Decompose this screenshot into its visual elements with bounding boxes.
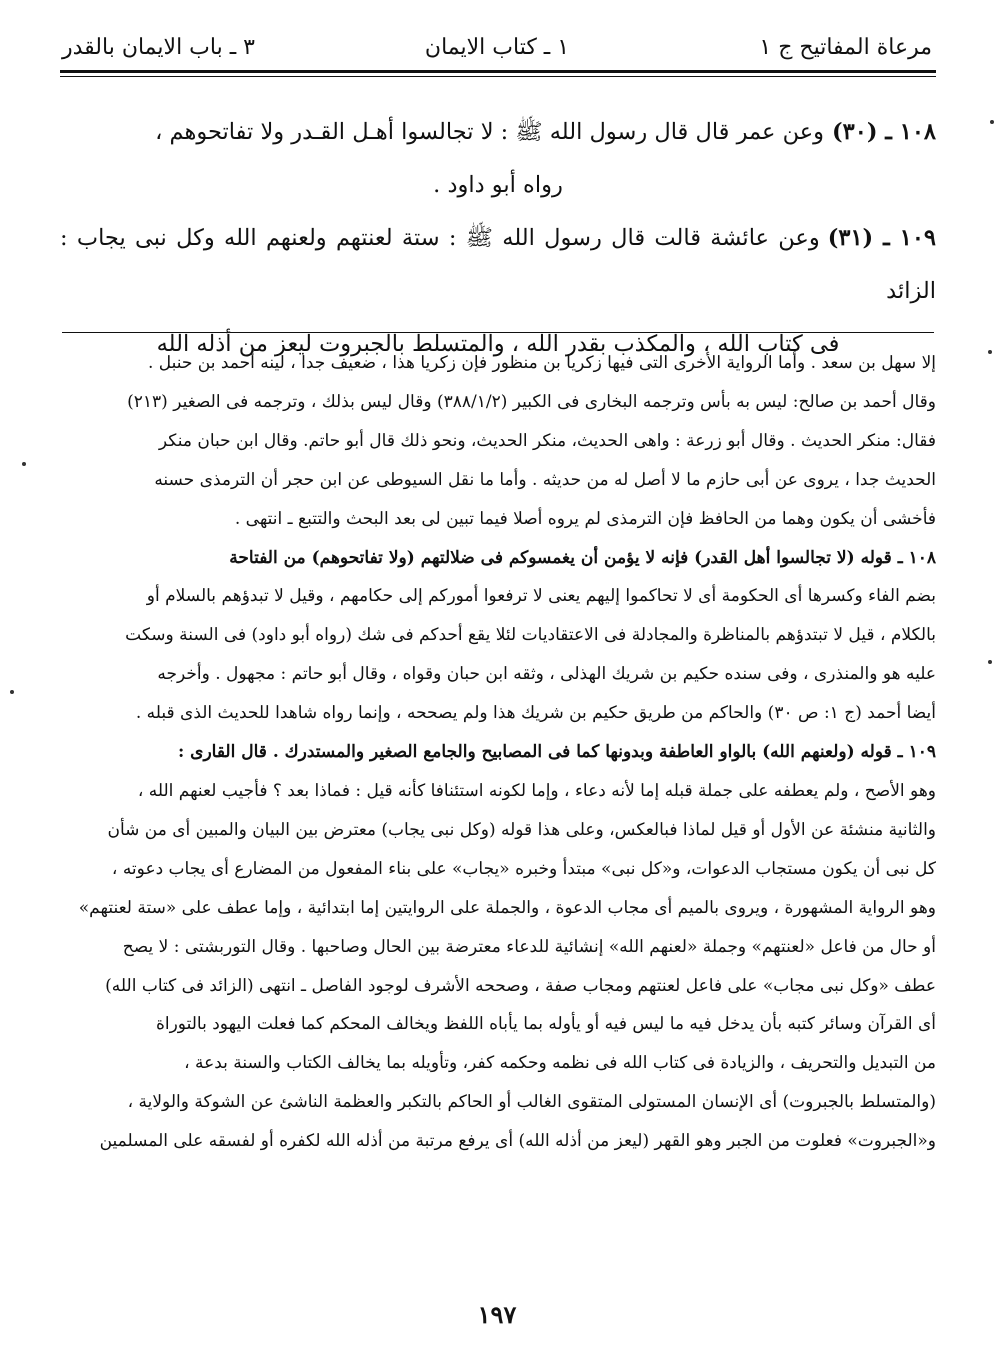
commentary-line: و«الجبروت» فعلوت من الجبر وهو القهر (ليعز من أذله الله) أى يرفع مرتبة من أذله الله لكفره أو لفسقه على المسلمين bbox=[99, 1131, 936, 1152]
scan-speck bbox=[988, 350, 992, 354]
header-chapter: ١ ـ كتاب الايمان bbox=[424, 35, 570, 60]
commentary-line: بالكلام ، قيل لا تبتدؤهم بالمناظرة والمجادلة فى الاعتقاديات لئلا يقع أحدكم فى شك (رواه أبو داود) فى السنة وسكت bbox=[125, 625, 936, 646]
commentary-line: من التبديل والتحريف ، والزيادة فى كتاب الله فى نظمه وحكمه كفر، وتأويله بما يخالف الكتاب والسنة بدعة ، bbox=[184, 1053, 936, 1074]
commentary-line: أى القرآن وسائر كتبه بأن يدخل فيه ما ليس فيه أو يأوله بما يأباه اللفظ ويخالف المحكم كما فعلت اليهود بالتوراة bbox=[155, 1014, 936, 1035]
header-book-title: مرعاة المفاتيح ج ١ bbox=[759, 35, 932, 60]
commentary-line: وهو الرواية المشهورة ، ويروى بالميم أى مجاب الدعوة ، والجملة على الروايتين إما ابتدائية ، وإما عطف على «ستة لعنتهم» bbox=[78, 897, 936, 918]
commentary-line: الحديث جدا ، يروى عن أبى حازم ما لا أصل له من حديثه . وأما ما نقل السيوطى عن ابن حجر أن الترمذى حسنه bbox=[154, 469, 936, 490]
hadith-text: وعن عائشة قالت قال رسول الله ﷺ : ستة لعنتهم ولعنهم الله وكل نبى يجاب : الزائد bbox=[60, 225, 936, 304]
commentary-line: بضم الفاء وكسرها أى الحكومة أى لا تحاكموا إليهم يعنى لا ترفعوا أموركم إلى حكامهم ، وقيل لا تبدؤهم بالسلام أو bbox=[146, 586, 936, 607]
running-header bbox=[62, 30, 932, 66]
commentary-line: إلا سهل بن سعد . وأما الرواية الأخرى التى فيها زكريا بن منظور فإن زكريا هذا ، ضعيف جدا ، لينه أحمد بن حنبل . bbox=[147, 353, 936, 373]
commentary-line: عليه هو والمنذرى ، وفى سنده حكيم بن شريك الهذلى ، وثقه ابن حبان وقواه ، وقال أبو حاتم : مجهول . وأخرجه bbox=[157, 664, 936, 685]
scan-speck bbox=[10, 690, 14, 694]
commentary-line: عطف «وكل نبى مجاب» على فاعل لعنتهم ومجاب صفة ، وصححه الأشرف لوجود الفاصل ـ انتهى (الزائد فى كتاب الله) bbox=[105, 975, 936, 996]
commentary-line: كل نبى أن يكون مستجاب الدعوات، و«كل نبى» مبتدأ وخبره «يجاب» على بناء المفعول من المضارع أى يجاب دعوته ، bbox=[111, 858, 936, 879]
page-number: ١٩٧ bbox=[477, 1300, 517, 1329]
scan-speck bbox=[988, 660, 992, 664]
commentary-line: ١٠٨ ـ قوله (لا تجالسوا أهل القدر) فإنه لا يؤمن أن يغمسوكم فى ضلالتهم (ولا تفاتحوهم) من الفتاحة bbox=[229, 547, 936, 568]
hadith-continuation: رواه أبو داود . bbox=[433, 172, 563, 198]
commentary-line: أيضا أحمد (ج ١: ص ٣٠) والحاكم من طريق حكيم بن شريك هذا ولم يصححه ، وإنما رواه شاهدا للحديث الذى قبله . bbox=[135, 703, 936, 724]
header-rule bbox=[60, 70, 936, 77]
commentary-line: أو حال من فاعل «لعنتهم» وجملة «لعنهم الله» إنشائية للدعاء معترضة بين الحال وصاحبها . وقال التوربشتى : لا يصح bbox=[122, 936, 936, 957]
commentary-line: وقال أحمد بن صالح: ليس به بأس وترجمه البخارى فى الكبير (٣٨٨/١/٢) وقال ليس بذلك ، وترجمه فى الصغير (٢١٣) bbox=[127, 391, 936, 412]
commentary-line: فقال: منكر الحديث . وقال أبو زرعة : واهى الحديث، منكر الحديث، ونحو ذلك قال أبو حاتم. وقال ابن حبان منكر bbox=[158, 430, 936, 451]
commentary-line: وهو الأصح ، ولم يعطفه على جملة قبله إما لأنه دعاء ، وإما لكونه استئنافا كأنه قيل : فماذا بعد ؟ فأجيب لعنهم الله ، bbox=[137, 780, 936, 801]
commentary-line: فأخشى أن يكون وهما من الحافظ فإن الترمذى لم يروه أصلا فيما تبين لى بعد البحث والتتبع ـ انتهى . bbox=[234, 508, 936, 529]
hadith-number: ١٠٨ ـ (٣٠) bbox=[832, 119, 936, 145]
hadith-block bbox=[60, 106, 936, 357]
commentary bbox=[60, 344, 936, 1284]
section-divider bbox=[62, 332, 934, 333]
scan-speck bbox=[990, 120, 994, 124]
header-section: ٣ ـ باب الايمان بالقدر bbox=[62, 35, 255, 60]
scan-speck bbox=[22, 462, 26, 466]
commentary-line: والثانية منشئة عن الأول أو قيل لماذا فبالعكس، وعلى هذا قوله (وكل نبى يجاب) معترض بين البيان والمبين أى من شأن bbox=[107, 819, 936, 840]
hadith-number: ١٠٩ ـ (٣١) bbox=[827, 225, 936, 251]
commentary-line: (والمتسلط بالجبروت) أى الإنسان المستولى المتقوى الغالب أو الحاكم بالتكبر والعظمة الناشئ عن الشوكة والولاية ، bbox=[127, 1092, 936, 1113]
hadith-text: وعن عمر قال قال رسول الله ﷺ : لا تجالسوا أهـل القـدر ولا تفاتحوهم ، bbox=[155, 119, 824, 145]
hadith-continuation: فى كتاب الله ، والمكذب بقدر الله ، والمتسلط بالجبروت ليعز من أذله الله bbox=[156, 331, 840, 357]
commentary-line: ١٠٩ ـ قوله (ولعنهم الله) بالواو العاطفة وبدونها كما فى المصابيح والجامع الصغير والمستدرك . قال القارى : bbox=[177, 742, 936, 763]
hadith-108 bbox=[60, 106, 936, 212]
